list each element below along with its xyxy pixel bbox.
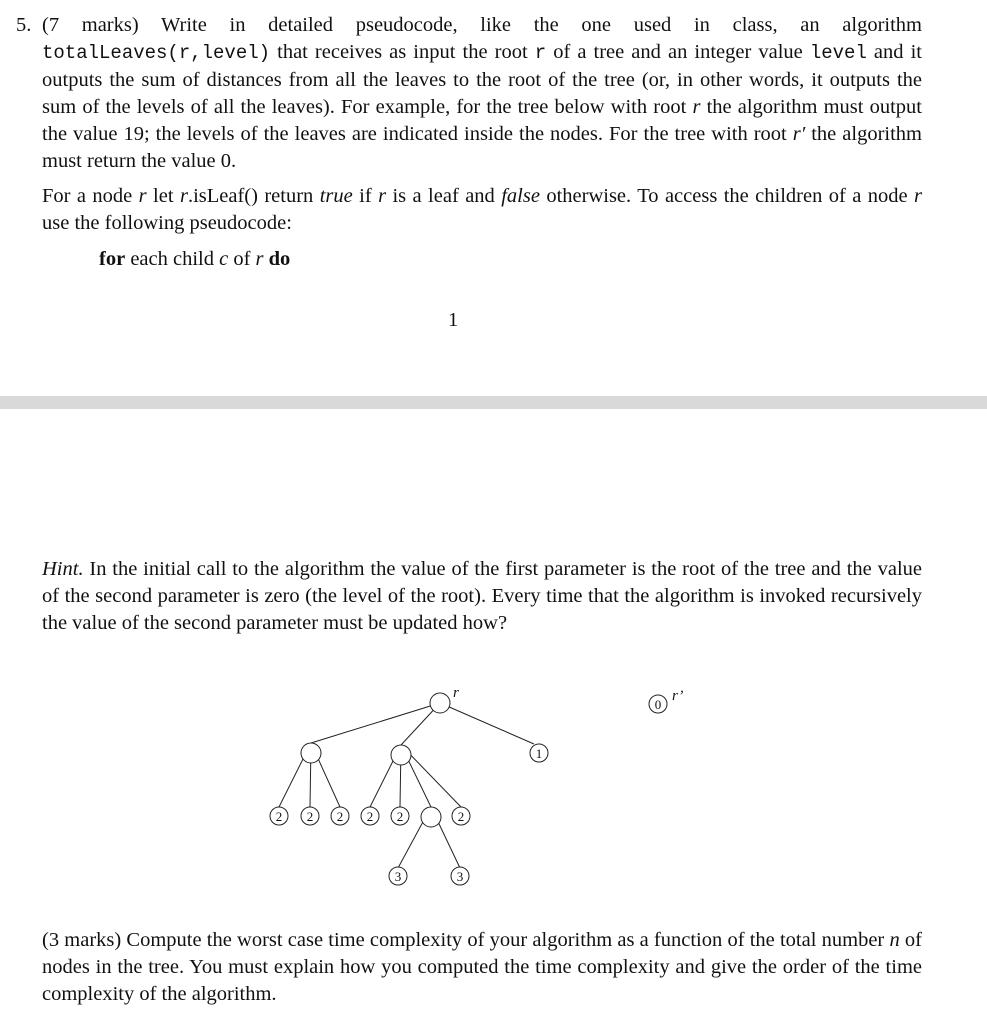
node-level-label: 0	[654, 697, 662, 712]
tree-node	[301, 743, 321, 763]
node-level-label: 2	[306, 809, 314, 824]
hint-label: Hint.	[42, 558, 84, 580]
marks-label: (7 marks)	[42, 14, 139, 36]
marks-label: (3 marks)	[42, 929, 122, 951]
tree-node	[391, 745, 411, 765]
node-level-label: 3	[394, 869, 402, 884]
isleaf-paragraph: For a node r let r.isLeaf() return true if r is a leaf and false otherwise. To access the children of a node r use the following pseudocode:	[42, 185, 922, 234]
tree-node	[421, 807, 441, 827]
root-prime-label: r’	[672, 688, 684, 704]
node-level-label: 2	[366, 809, 374, 824]
pseudocode-line: for each child c of r do	[99, 248, 291, 270]
node-level-label: 2	[275, 809, 283, 824]
complexity-paragraph: (3 marks) Compute the worst case time complexity of your algorithm as a function of the total number n of nodes in the tree. You must explain how you computed the time complexity and give the order of the time complexity of the algorithm.	[42, 929, 923, 1005]
tree-node-root	[430, 693, 450, 713]
node-level-label: 3	[456, 869, 464, 884]
node-level-label: 2	[457, 809, 465, 824]
question-paragraph: (7 marks) Write in detailed pseudocode, like the one used in class, an algorithm totalLeaves(r,level) that receives as input the root r of a tree and an integer value level and it outputs the sum of distances from all the leaves to the root of the tree (or, in other words, it outputs the sum of the levels of all the leaves). For example, for the tree below with root r the algorithm must output the value 19; the levels of the leaves are indicated inside the nodes. For the tree with root r′ the algorithm must return the value 0.	[42, 14, 922, 172]
function-signature: totalLeaves(r,level)	[42, 42, 271, 64]
question-number: 5.	[16, 14, 32, 36]
root-label: r	[453, 685, 459, 701]
node-level-label: 1	[535, 746, 543, 761]
node-level-label: 2	[396, 809, 404, 824]
page-number: 1	[448, 309, 459, 331]
hint-paragraph: Hint. In the initial call to the algorithm the value of the first parameter is the root of the tree and the value of the second parameter is zero (the level of the root). Every time that the algorithm is invoked recursively the value of the second parameter must be updated how?	[42, 558, 922, 634]
node-level-label: 2	[336, 809, 344, 824]
tree-diagram	[0, 670, 987, 910]
page-divider	[0, 396, 987, 409]
